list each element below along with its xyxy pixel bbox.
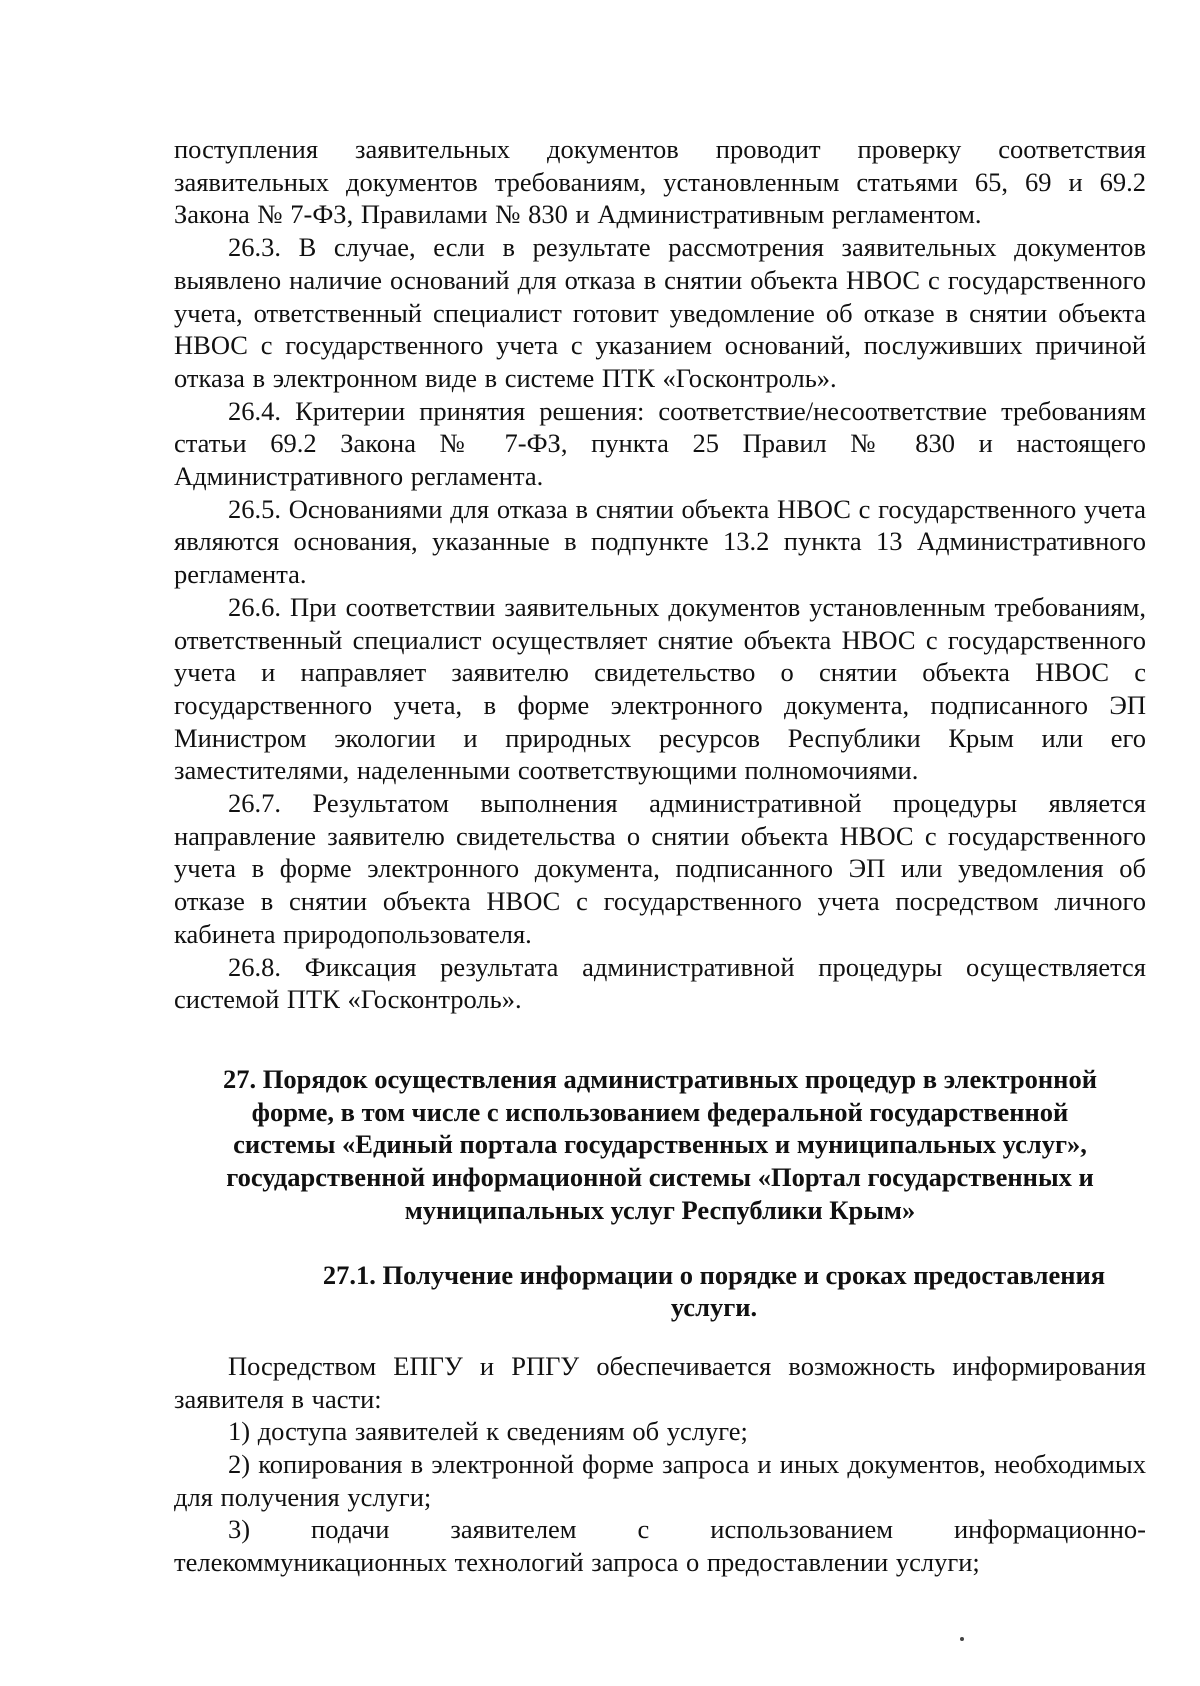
- document-body: [174, 133, 1146, 1579]
- paragraph-26-8: 26.8. Фиксация результата административной процедуры осуществляется системой ПТК «Госконтроль».: [174, 951, 1146, 1015]
- paragraph-26-5: 26.5. Основаниями для отказа в снятии объекта НВОС с государственного учета являются основания, указанные в подпункте 13.2 пункта 13 Административного регламента.: [174, 493, 1146, 590]
- paragraph-epgu-intro: Посредством ЕПГУ и РПГУ обеспечивается возможность информирования заявителя в части:: [174, 1350, 1146, 1414]
- paragraph-26-7: 26.7. Результатом выполнения административной процедуры является направление заявителю свидетельства о снятии объекта НВОС с государственного учета в форме электронного документа, подписанного ЭП или уведомления об отказе в снятии объекта НВОС с государственного учета посредством личного кабинета природопользователя.: [174, 788, 1146, 949]
- paragraph-26-3: 26.3. В случае, если в результате рассмотрения заявительных документов выявлено наличие оснований для отказа в снятии объекта НВОС с государственного учета, ответственный специалист готовит уведомление об отказе в снятии объекта НВОС с государственного учета с указанием оснований, послуживших причиной отказа в электронном виде в системе ПТК «Госконтроль».: [174, 232, 1146, 393]
- paragraph-26-4: 26.4. Критерии принятия решения: соответствие/несоответствие требованиям статьи 69.2 Закона № 7-ФЗ, пункта 25 Правил № 830 и настоящего Административного регламента.: [174, 395, 1146, 492]
- scan-speck: [960, 1637, 964, 1641]
- list-item-2: 2) копирования в электронной форме запроса и иных документов, необходимых для получения услуги;: [174, 1449, 1146, 1512]
- paragraph-26-6: 26.6. При соответствии заявительных документов установленным требованиям, ответственный специалист осуществляет снятие объекта НВОС с государственного учета и направляет заявителю свидетельство о снятии объекта НВОС с государственного учета, в форме электронного документа, подписанного ЭП Министром экологии и природных ресурсов Республики Крым или его заместителями, наделенными соответствующими полномочиями.: [174, 591, 1146, 786]
- subsection-heading-27-1: 27.1. Получение информации о порядке и сроках предоставления услуги.: [322, 1259, 1106, 1323]
- spacer: [174, 1016, 1146, 1063]
- list-item-3: 3) подачи заявителем с использованием информационно-телекоммуникационных технологий запроса о предоставлении услуги;: [174, 1514, 1146, 1578]
- section-heading-27: 27. Порядок осуществления административных процедур в электронной форме, в том числе с использованием федеральной государственной системы «Единый портала государственных и муниципальных услуг», государственной информационной системы «Портал государственных и муниципальных услуг Республики Крым»: [223, 1063, 1097, 1225]
- paragraph-continuation: поступления заявительных документов проводит проверку соответствия заявительных документов требованиям, установленным статьями 65, 69 и 69.2 Закона № 7-ФЗ, Правилами № 830 и Административным регламентом.: [174, 134, 1146, 230]
- list-item-1: 1) доступа заявителей к сведениям об услуге;: [228, 1416, 748, 1447]
